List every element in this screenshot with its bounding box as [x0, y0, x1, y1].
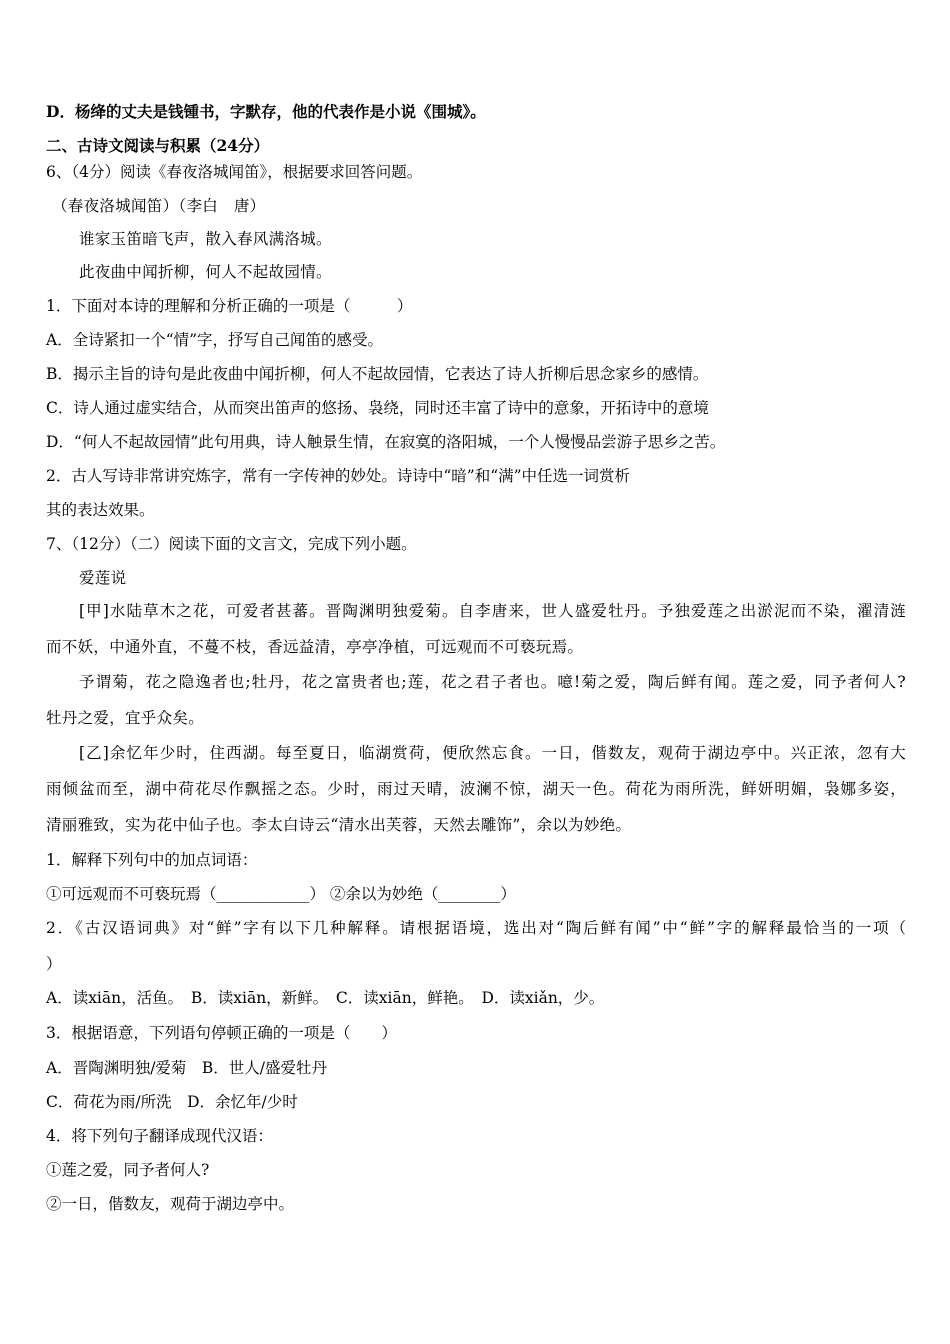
question-7-1: 1．解释下列句中的加点词语：	[46, 851, 258, 869]
question-6-1-option-a: A．全诗紧扣一个“情”字，抒写自己闻笛的感受。	[46, 331, 384, 349]
question-7-4: 4．将下列句子翻译成现代汉语：	[46, 1127, 273, 1145]
passage-yi-line-3: 清丽雅致，实为花中仙子也。李太白诗云“清水出芙蓉，天然去雕饰”，余以为妙绝。	[46, 816, 632, 834]
passage-yi-line-2: 雨倾盆而至，湖中荷花尽作飘摇之态。少时，雨过天晴，波澜不惊，湖天一色。荷花为雨所洗，鲜妍明媚，袅娜多姿，	[46, 780, 906, 798]
question-7-header: 7、（12分）（二）阅读下面的文言文，完成下列小题。	[46, 535, 417, 553]
question-7-1-items: ①可远观而不可亵玩焉（____________） ②余以为妙绝（________）	[46, 885, 516, 903]
passage-title: 爱莲说	[79, 569, 127, 587]
question-7-4-item-1: ①莲之爱，同予者何人?	[46, 1161, 210, 1179]
question-7-3-options-ab: A．晋陶渊明独/爱菊 B．世人/盛爱牡丹	[46, 1059, 328, 1077]
question-6-1-option-d: D．“何人不起故园情”此句用典，诗人触景生情，在寂寞的洛阳城，一个人慢慢品尝游子思乡之苦。	[46, 433, 726, 451]
section-heading: 二、古诗文阅读与积累（24分）	[46, 136, 270, 155]
question-6-header: 6、（4分）阅读《春夜洛城闻笛》，根据要求回答问题。	[46, 163, 423, 181]
question-6-1-option-c: C．诗人通过虚实结合，从而突出笛声的悠扬、袅绕，同时还丰富了诗中的意象，开拓诗中的意境	[46, 399, 709, 417]
question-7-2-cont: ）	[46, 955, 62, 973]
poem-line-2: 此夜曲中闻折柳，何人不起故园情。	[79, 263, 332, 281]
passage-jia-line-3: 予谓菊，花之隐逸者也;牡丹，花之富贵者也;莲，花之君子者也。噫!菊之爱，陶后鲜有闻。莲之爱，同予者何人?	[79, 673, 906, 691]
question-7-4-item-2: ②一日，偕数友，观荷于湖边亭中。	[46, 1195, 295, 1213]
question-6-2-cont: 其的表达效果。	[46, 501, 155, 519]
poem-title: （春夜洛城闻笛）（李白 唐）	[52, 197, 266, 215]
question-7-3-options-cd: C．荷花为雨/所洗 D．余忆年/少时	[46, 1093, 298, 1111]
question-7-3: 3．根据语意，下列语句停顿正确的一项是（ ）	[46, 1024, 397, 1042]
passage-yi-line-1: [乙]余忆年少时，住西湖。每至夏日，临湖赏荷，便欣然忘食。一日，偕数友，观荷于湖边亭中。兴正浓，忽有大	[79, 744, 906, 762]
question-6-2: 2．古人写诗非常讲究炼字，常有一字传神的妙处。诗诗中“暗”和“满”中任选一词赏析	[46, 467, 631, 485]
passage-jia-line-1: [甲]水陆草木之花，可爱者甚蕃。晋陶渊明独爱菊。自李唐来，世人盛爱牡丹。予独爱莲之出淤泥而不染，濯清涟	[79, 602, 906, 620]
passage-jia-line-2: 而不妖，中通外直，不蔓不枝，香远益清，亭亭净植，可远观而不可亵玩焉。	[46, 638, 584, 656]
question-7-2-options: A．读xiān，活鱼。 B．读xiān，新鲜。 C．读xiān，鲜艳。 D．读xiǎn，少。	[46, 989, 605, 1007]
question-6-1: 1．下面对本诗的理解和分析正确的一项是（ ）	[46, 297, 413, 315]
question-7-2: 2．《古汉语词典》对“鲜”字有以下几种解释。请根据语境，选出对“陶后鲜有闻”中“鲜”字的解释最恰当的一项（	[46, 919, 906, 937]
passage-jia-line-4: 牡丹之爱，宜乎众矣。	[46, 709, 205, 727]
option-d-line: D．杨绛的丈夫是钱锺书，字默存，他的代表作是小说《围城》。	[46, 102, 486, 121]
question-6-1-option-b: B．揭示主旨的诗句是此夜曲中闻折柳，何人不起故园情，它表达了诗人折柳后思念家乡的感情。	[46, 365, 709, 383]
poem-line-1: 谁家玉笛暗飞声，散入春风满洛城。	[79, 230, 332, 248]
